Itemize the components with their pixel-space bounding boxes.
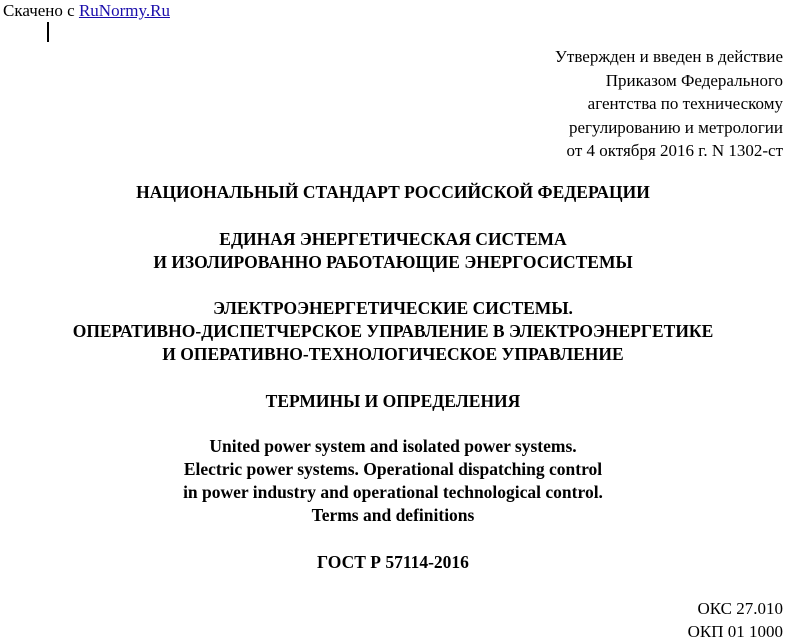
title-en-line: Electric power systems. Operational dispatching control [183,459,603,479]
title-en-line: Terms and definitions [311,505,475,525]
standard-heading: НАЦИОНАЛЬНЫЙ СТАНДАРТ РОССИЙСКОЙ ФЕДЕРАЦИИ [136,182,650,202]
approval-block [555,45,783,163]
text-cursor [47,22,49,42]
title-line: ОПЕРАТИВНО-ДИСПЕТЧЕРСКОЕ УПРАВЛЕНИЕ В ЭЛЕКТРОЭНЕРГЕТИКЕ [72,321,714,341]
title-en-line: in power industry and operational technological control. [183,482,603,502]
oks-code: ОКС 27.010 [697,599,783,618]
title-ru-part-3: ТЕРМИНЫ И ОПРЕДЕЛЕНИЯ [265,391,521,411]
title-line: ЭЛЕКТРОЭНЕРГЕТИЧЕСКИЕ СИСТЕМЫ. [213,298,573,318]
approval-line: регулированию и метрологии [568,117,783,137]
title-line: И ОПЕРАТИВНО-ТЕХНОЛОГИЧЕСКОЕ УПРАВЛЕНИЕ [162,344,624,364]
source-line [3,1,170,21]
approval-line: Приказом Федерального [605,70,783,90]
approval-line: от 4 октября 2016 г. N 1302-ст [566,141,783,160]
okp-code: ОКП 01 1000 [687,622,783,641]
title-ru-part-2 [0,297,786,366]
title-line: ЕДИНАЯ ЭНЕРГЕТИЧЕСКАЯ СИСТЕМА [219,229,567,249]
source-prefix: Скачено с [3,1,75,20]
title-en-line: United power system and isolated power systems. [209,436,577,456]
gost-number: ГОСТ Р 57114-2016 [317,552,469,572]
title-ru-part-1 [0,228,786,274]
runormy-link[interactable]: RuNormy.Ru [78,1,170,20]
approval-line: агентства по техническому [587,94,783,113]
approval-line: Утвержден и введен в действие [554,47,783,66]
title-line: И ИЗОЛИРОВАННО РАБОТАЮЩИЕ ЭНЕРГОСИСТЕМЫ [153,252,633,272]
classification-codes [688,597,783,643]
title-en [0,435,786,527]
